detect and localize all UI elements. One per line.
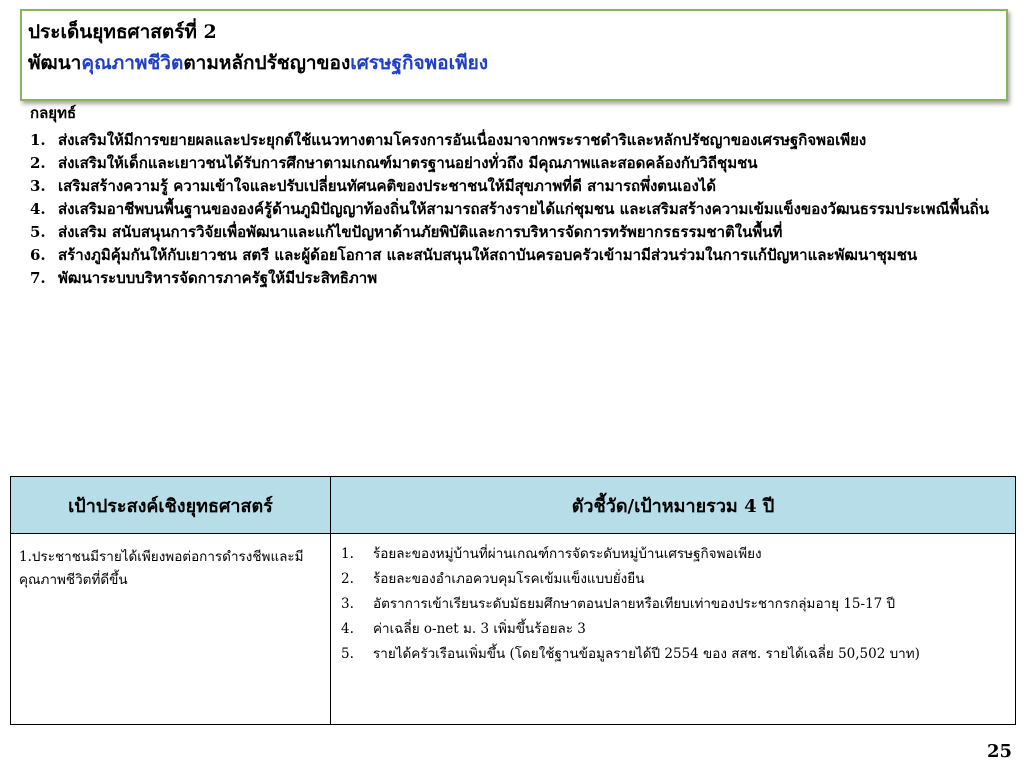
objectives-indicators-table: [10, 476, 1016, 725]
header-objective: เป้าประสงค์เชิงยุทธศาสตร์: [11, 477, 331, 534]
indicator-item: [341, 642, 1007, 667]
indicator-number: 5.: [341, 646, 354, 662]
subtitle-middle: ตามหลักปรัชญาของ: [183, 52, 351, 74]
strategy-item: [30, 129, 990, 152]
objective-cell: 1.ประชาชนมีรายได้เพียงพอต่อการดำรงชีพและมีคุณภาพชีวิตที่ดีขึ้น: [11, 534, 331, 725]
subtitle-highlight-quality-of-life: คุณภาพชีวิต: [81, 52, 184, 74]
indicator-cell: [331, 534, 1016, 725]
indicator-item: [341, 567, 1007, 592]
strategy-item: [30, 198, 990, 221]
indicator-item: [341, 617, 1007, 642]
strategy-item-text: พัฒนาระบบบริหารจัดการภาครัฐให้มีประสิทธิภาพ: [58, 269, 378, 287]
strategic-issue-subtitle: [28, 48, 488, 78]
strategy-item-number: 6.: [30, 246, 46, 264]
strategy-item-number: 7.: [30, 269, 46, 287]
header-indicator: ตัวชี้วัด/เป้าหมายรวม 4 ปี: [331, 477, 1016, 534]
subtitle-prefix: พัฒนา: [28, 52, 82, 74]
indicator-text: ร้อยละของอำเภอควบคุมโรคเข้มแข็งแบบยั่งยืน: [373, 571, 645, 587]
indicator-text: อัตราการเข้าเรียนระดับมัธยมศึกษาตอนปลายหรือเทียบเท่าของประชากรกลุ่มอายุ 15-17 ปี: [373, 596, 896, 612]
strategy-item-number: 5.: [30, 223, 46, 241]
strategy-item: [30, 152, 990, 175]
strategy-list: [30, 129, 990, 290]
title-box: [20, 9, 1008, 101]
indicator-list: [341, 542, 1007, 667]
indicator-item: [341, 592, 1007, 617]
table-row: [11, 534, 1016, 725]
indicator-number: 4.: [341, 621, 354, 637]
strategy-section: [30, 103, 990, 290]
indicator-number: 2.: [341, 571, 354, 587]
strategy-heading: กลยุทธ์: [30, 104, 77, 122]
strategy-item: [30, 244, 990, 267]
strategy-item-text: ส่งเสริมให้เด็กและเยาวชนได้รับการศึกษาตามเกณฑ์มาตรฐานอย่างทั่วถึง มีคุณภาพและสอดคล้องกับวิถีชุมชน: [58, 154, 758, 172]
table-header-row: [11, 477, 1016, 534]
subtitle-highlight-sufficiency-economy: เศรษฐกิจพอเพียง: [350, 52, 489, 74]
strategy-item: [30, 221, 990, 244]
page-number: 25: [986, 741, 1012, 762]
strategy-item-text: ส่งเสริมให้มีการขยายผลและประยุกต์ใช้แนวทางตามโครงการอันเนื่องมาจากพระราชดำริและหลักปรัชญาของเศรษฐกิจพอเพียง: [58, 131, 867, 149]
strategy-item-text: ส่งเสริมอาชีพบนพื้นฐานขององค์รู้ด้านภูมิปัญญาท้องถิ่นให้สามารถสร้างรายได้แก่ชุมชน และเสริมสร้างความเข้มแข็งของวัฒนธรรมประเพณีพื้นถิ่น: [58, 200, 989, 218]
strategic-issue-title: ประเด็นยุทธศาสตร์ที่ 2: [28, 21, 217, 43]
indicator-number: 1.: [341, 546, 354, 562]
indicator-text: รายได้ครัวเรือนเพิ่มขึ้น (โดยใช้ฐานข้อมูลรายได้ปี 2554 ของ สสช. รายได้เฉลี่ย 50,502 บาท): [373, 646, 920, 662]
strategy-item-number: 1.: [30, 131, 46, 149]
strategy-item-number: 3.: [30, 177, 46, 195]
strategy-item: [30, 175, 990, 198]
strategy-item-text: ส่งเสริม สนับสนุนการวิจัยเพื่อพัฒนาและแก้ไขปัญหาด้านภัยพิบัติและการบริหารจัดการทรัพยากรธรรมชาติในพื้นที่: [58, 223, 783, 241]
indicator-item: [341, 542, 1007, 567]
indicator-number: 3.: [341, 596, 354, 612]
strategy-item-text: สร้างภูมิคุ้มกันให้กับเยาวชน สตรี และผู้ด้อยโอกาส และสนับสนุนให้สถาบันครอบครัวเข้ามามีส่วนร่วมในการแก้ปัญหาและพัฒนาชุมชน: [58, 246, 918, 264]
strategy-item: [30, 267, 990, 290]
strategy-item-number: 2.: [30, 154, 46, 172]
strategy-item-text: เสริมสร้างความรู้ ความเข้าใจและปรับเปลี่ยนทัศนคติของประชาชนให้มีสุขภาพที่ดี สามารถพึ่งตนเองได้: [58, 177, 717, 195]
indicator-text: ค่าเฉลี่ย o-net ม. 3 เพิ่มขึ้นร้อยละ 3: [373, 621, 586, 637]
indicator-text: ร้อยละของหมู่บ้านที่ผ่านเกณฑ์การจัดระดับหมู่บ้านเศรษฐกิจพอเพียง: [373, 546, 762, 562]
strategy-item-number: 4.: [30, 200, 46, 218]
